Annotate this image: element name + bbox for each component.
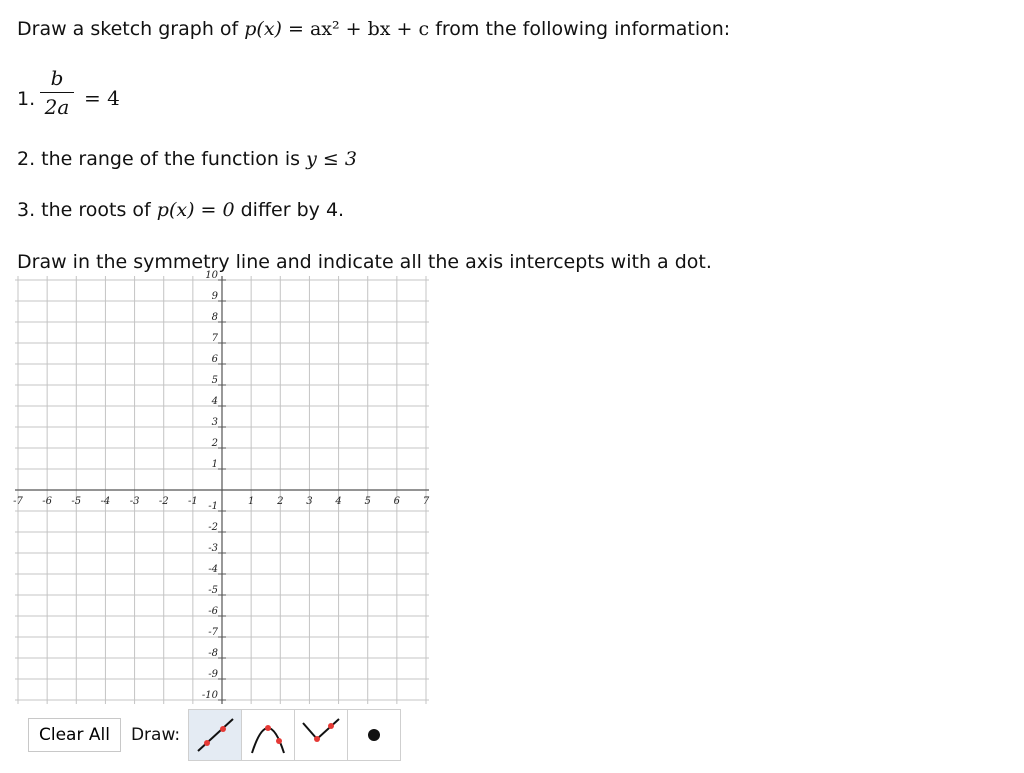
x-tick-label: -5 — [71, 496, 82, 507]
y-tick-label: 6 — [211, 354, 218, 365]
line-tool-icon — [193, 715, 237, 755]
x-tick-label: -3 — [129, 496, 140, 507]
y-tick-label: 9 — [211, 291, 218, 302]
x-tick-label: -1 — [187, 496, 198, 507]
y-tick-label: 10 — [205, 270, 218, 281]
x-tick-label: 1 — [247, 496, 255, 507]
y-tick-label: -4 — [208, 564, 218, 575]
y-tick-label: 5 — [211, 375, 218, 386]
x-tick-label: -4 — [100, 496, 111, 507]
x-tick-label: 3 — [306, 496, 313, 507]
fraction-denominator: 2a — [44, 95, 70, 119]
y-tick-label: 1 — [211, 459, 218, 470]
fraction-numerator: b — [50, 66, 64, 90]
y-tick-label: 7 — [211, 333, 218, 344]
parabola-up-icon — [299, 715, 343, 755]
x-tick-label: 4 — [335, 496, 342, 507]
item-3-math: p(x) = 0 — [156, 199, 235, 221]
instruction-text: Draw in the symmetry line and indicate all the axis intercepts with a dot. — [17, 251, 712, 273]
y-tick-label: 3 — [211, 417, 218, 428]
item-3-suffix: differ by 4. — [240, 199, 345, 221]
toolbar — [28, 709, 401, 761]
y-tick-label: -5 — [208, 585, 218, 596]
intro-suffix: from the following information: — [435, 18, 731, 40]
item-2-math: y ≤ 3 — [306, 148, 357, 170]
item-1-fraction — [40, 66, 74, 119]
parabola-down-icon — [246, 715, 290, 755]
item-2-text: 2. the range of the function is — [17, 148, 301, 170]
parabola-up-tool-button[interactable] — [295, 709, 348, 761]
y-tick-label: -8 — [208, 648, 218, 659]
item-1-number: 1. — [17, 88, 36, 110]
intro-formula-lhs: p(x) — [244, 18, 282, 40]
y-tick-label: 4 — [211, 396, 218, 407]
intro-formula-rhs: = ax² + bx + c — [288, 18, 430, 40]
item-3 — [17, 199, 344, 221]
question-intro — [17, 18, 730, 40]
x-tick-label: -2 — [158, 496, 169, 507]
x-tick-label: 2 — [277, 496, 284, 507]
y-tick-label: 2 — [211, 438, 218, 449]
fraction-bar — [40, 92, 74, 93]
draw-label: Draw: — [130, 725, 181, 745]
y-tick-label: 8 — [211, 312, 218, 323]
y-tick-label: -6 — [208, 606, 218, 617]
item-1-rhs: = 4 — [84, 86, 120, 110]
x-tick-label: 7 — [422, 496, 430, 507]
line-tool-button[interactable] — [188, 709, 242, 761]
item-2 — [17, 148, 357, 170]
graph-canvas[interactable] — [13, 270, 430, 704]
intro-prefix: Draw a sketch graph of — [17, 18, 239, 40]
y-tick-label: -3 — [208, 543, 218, 554]
y-tick-label: -10 — [201, 690, 218, 701]
y-tick-label: -9 — [208, 669, 218, 680]
y-tick-label: -2 — [208, 522, 218, 533]
y-tick-label: -7 — [208, 627, 218, 638]
x-tick-label: 5 — [364, 496, 371, 507]
item-3-prefix: 3. the roots of — [17, 199, 151, 221]
x-tick-label: -7 — [13, 496, 23, 507]
x-tick-label: -6 — [42, 496, 53, 507]
x-tick-label: 6 — [393, 496, 401, 507]
parabola-down-tool-button[interactable] — [242, 709, 295, 761]
point-tool-icon — [352, 715, 396, 755]
clear-all-button[interactable]: Clear All — [28, 718, 121, 752]
point-tool-button[interactable] — [348, 709, 401, 761]
y-tick-label: -1 — [208, 501, 218, 512]
